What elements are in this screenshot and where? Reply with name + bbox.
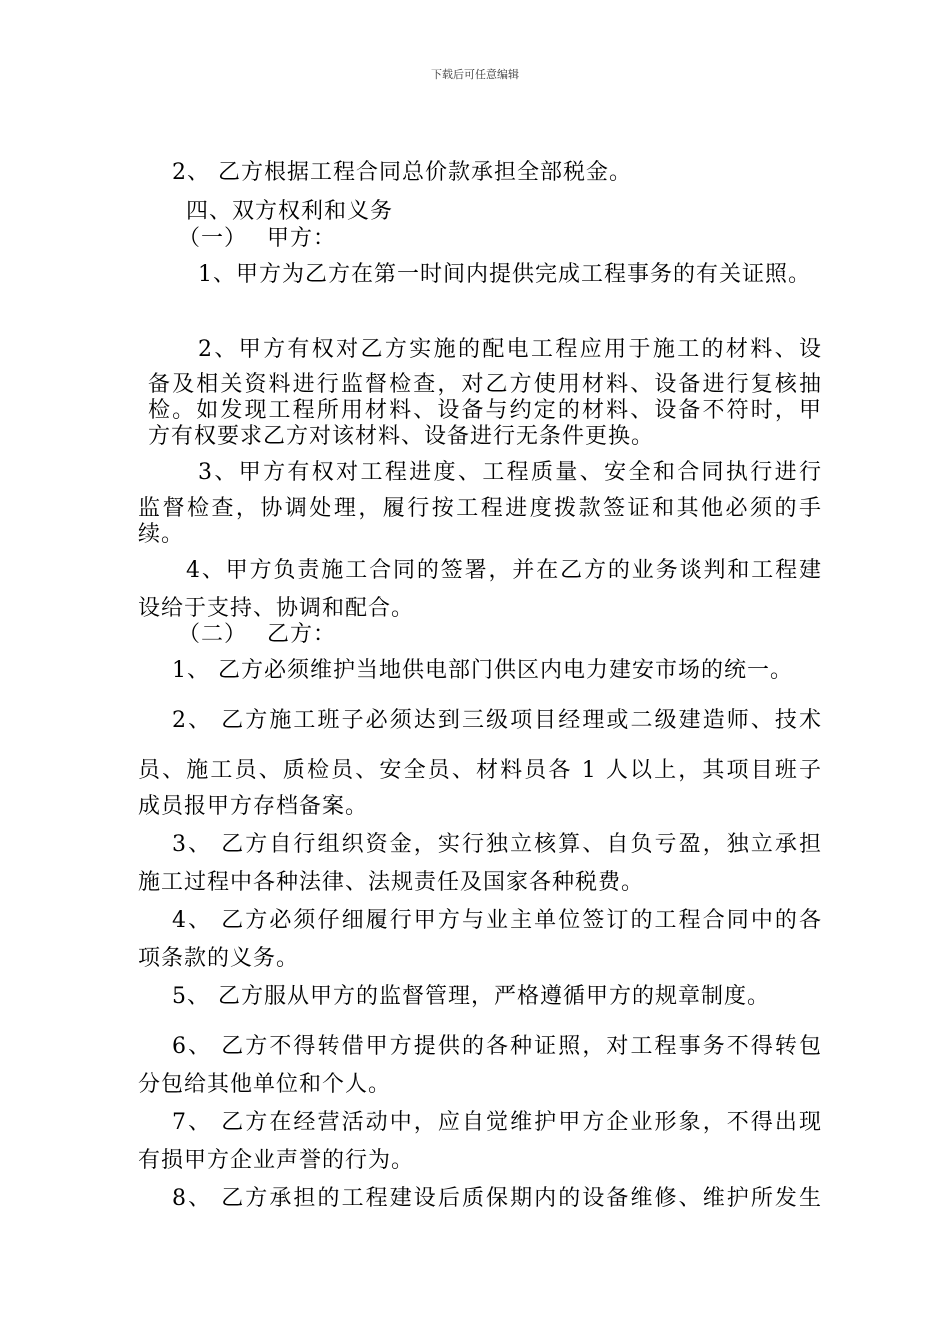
text-line: 7、 乙方在经营活动中，应自觉维护甲方企业形象，不得出现	[172, 1110, 822, 1135]
text-line: 有损甲方企业声誉的行为。	[138, 1148, 415, 1173]
text-line: 备及相关资料进行监督检查，对乙方使用材料、设备进行复核抽	[148, 372, 822, 397]
text-line: 1、甲方为乙方在第一时间内提供完成工程事务的有关证照。	[198, 262, 811, 287]
text-line: 方有权要求乙方对该材料、设备进行无条件更换。	[148, 424, 655, 449]
text-line: 4、甲方负责施工合同的签署，并在乙方的业务谈判和工程建	[186, 558, 822, 583]
text-line: 2、 乙方施工班子必须达到三级项目经理或二级建造师、技术	[172, 708, 822, 733]
text-line: 3、甲方有权对工程进度、工程质量、安全和合同执行进行	[198, 460, 822, 485]
text-line: 监督检查，协调处理，履行按工程进度拨款签证和其他必须的手	[138, 496, 822, 521]
text-line: 续。	[138, 522, 185, 547]
text-line: 4、 乙方必须仔细履行甲方与业主单位签订的工程合同中的各	[172, 908, 822, 933]
text-line: 员、施工员、质检员、安全员、材料员各 1 人以上，其项目班子	[138, 758, 822, 783]
section-heading: 四、双方权利和义务	[186, 199, 394, 224]
page-header: 下载后可任意编辑	[431, 68, 519, 81]
text-line: 分包给其他单位和个人。	[138, 1072, 392, 1097]
text-line: 施工过程中各种法律、法规责任及国家各种税费。	[138, 870, 645, 895]
text-line: 8、 乙方承担的工程建设后质保期内的设备维修、维护所发生	[172, 1186, 822, 1211]
text-line: 成员报甲方存档备案。	[138, 794, 369, 819]
text-line: 设给于支持、协调和配合。	[138, 596, 415, 621]
subsection-heading: （一） 甲方：	[178, 226, 336, 251]
text-line: 检。如发现工程所用材料、设备与约定的材料、设备不符时，甲	[148, 398, 822, 423]
text-line: 2、甲方有权对乙方实施的配电工程应用于施工的材料、设	[198, 337, 822, 362]
subsection-heading: （二） 乙方：	[178, 622, 336, 647]
text-line: 3、 乙方自行组织资金，实行独立核算、自负亏盈，独立承担	[172, 832, 822, 857]
text-line: 1、 乙方必须维护当地供电部门供区内电力建安市场的统一。	[172, 658, 793, 683]
text-line: 6、 乙方不得转借甲方提供的各种证照，对工程事务不得转包	[172, 1034, 822, 1059]
text-line: 项条款的义务。	[138, 946, 300, 971]
text-line: 5、 乙方服从甲方的监督管理，严格遵循甲方的规章制度。	[172, 984, 770, 1009]
text-line: 2、 乙方根据工程合同总价款承担全部税金。	[172, 160, 632, 185]
